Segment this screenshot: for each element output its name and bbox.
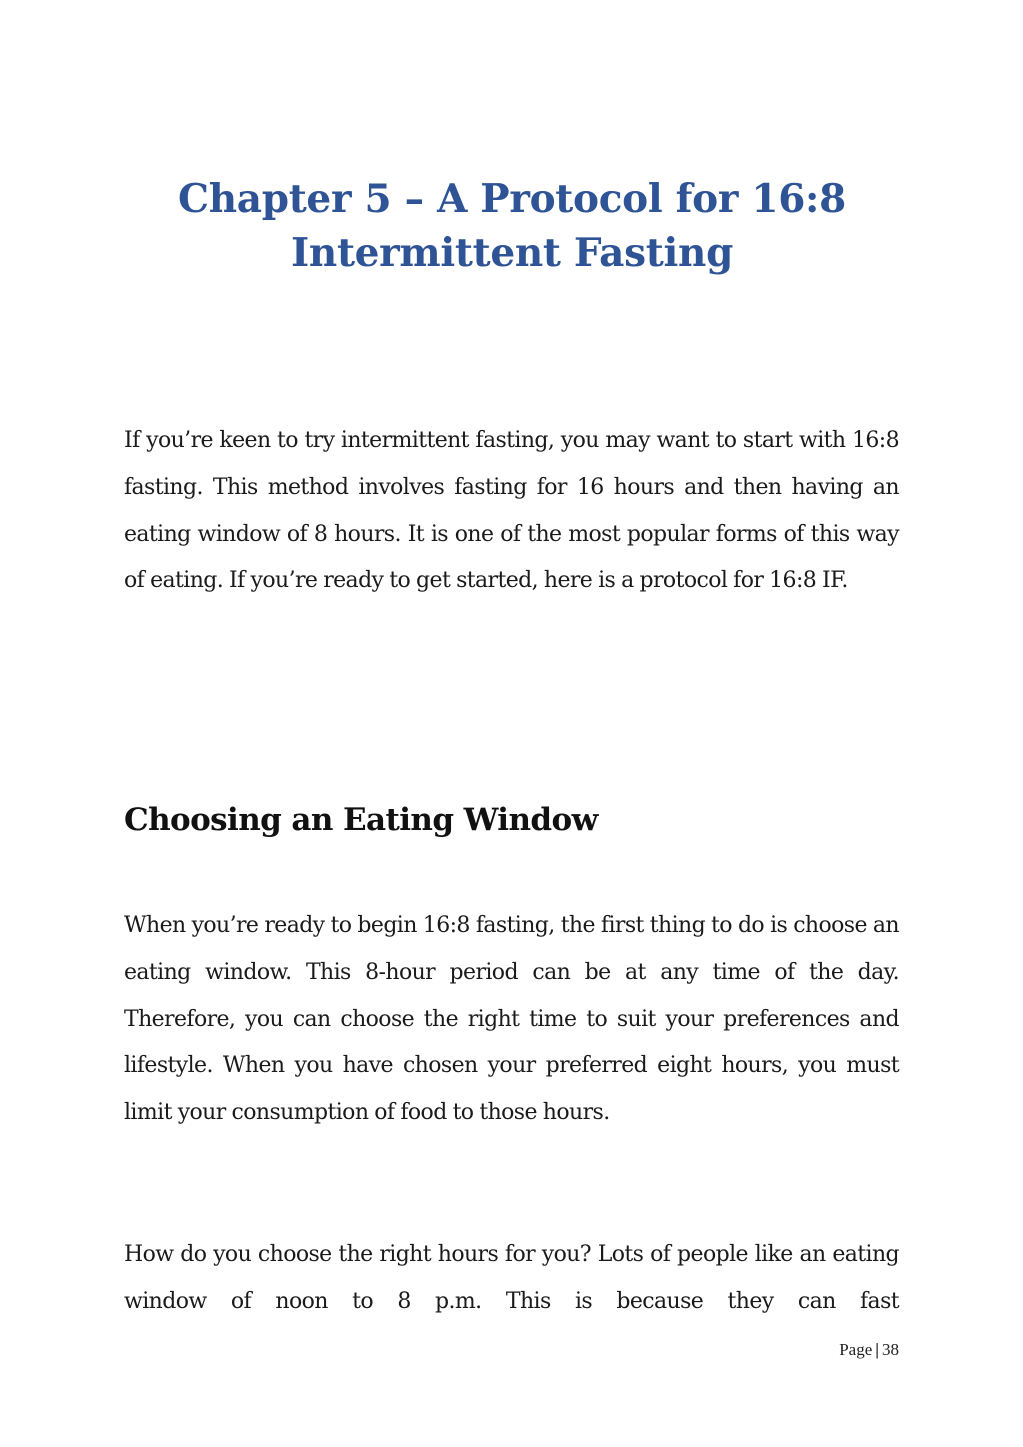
page-footer (839, 1340, 899, 1360)
chapter-title-line-2: Intermittent Fasting (290, 230, 734, 276)
page-label: Page (839, 1340, 873, 1359)
section-paragraph-2: How do you choose the right hours for you? Lots of people like an eating window of noon to 8 p.m. This is because they can fast (124, 1242, 899, 1314)
page-separator: | (875, 1340, 879, 1359)
intro-paragraph: If you’re keen to try intermittent fasting, you may want to start with 16:8 fasting. This method involves fasting for 16 hours and then having an eating window of 8 hours. It is one of the most popular forms of this way of eating. If you’re ready to get started, here is a protocol for 16:8 IF. (124, 428, 899, 594)
page-number: 38 (882, 1340, 899, 1359)
section-paragraph-1: When you’re ready to begin 16:8 fasting, the first thing to do is choose an eating window. This 8-hour period can be at any time of the day. Therefore, you can choose the right time to suit your preferences and lifestyle. When you have chosen your preferred eight hours, you must limit your consumption of food to those hours. (124, 913, 899, 1126)
chapter-title (124, 172, 900, 280)
chapter-title-line-1: Chapter 5 – A Protocol for 16:8 (177, 176, 846, 222)
section-heading: Choosing an Eating Window (124, 802, 598, 838)
